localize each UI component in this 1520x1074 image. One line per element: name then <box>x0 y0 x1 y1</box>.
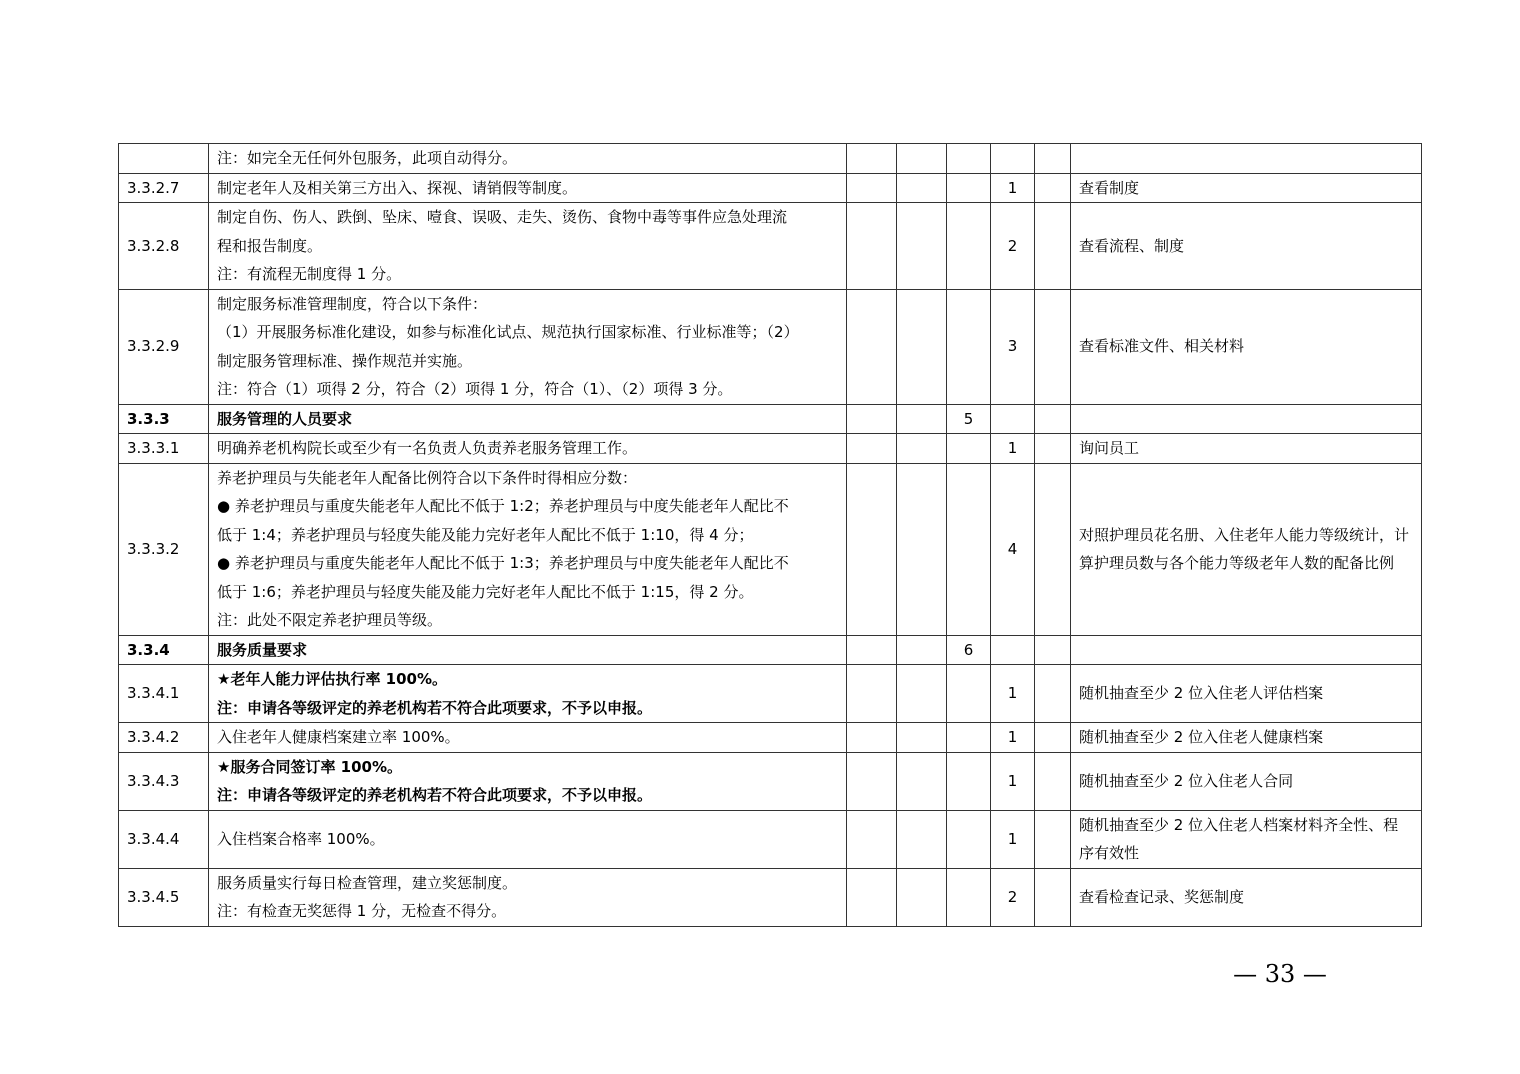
blank-cell <box>897 203 947 290</box>
page-number: — 33 — <box>1233 960 1327 988</box>
item-code: 3.3.4.5 <box>119 868 209 926</box>
item-code: 3.3.2.8 <box>119 203 209 290</box>
table-row <box>119 173 1422 203</box>
blank-cell <box>847 144 897 174</box>
content-line: 制定老年人及相关第三方出入、探视、请销假等制度。 <box>217 178 578 197</box>
standards-table <box>118 143 1422 927</box>
content-line: 低于 1:4；养老护理员与轻度失能及能力完好老年人配比不低于 1:10，得 4 分； <box>217 525 754 544</box>
blank-cell <box>847 289 897 404</box>
item-score: 2 <box>991 203 1035 290</box>
blank-cell <box>847 810 897 868</box>
table-row <box>119 868 1422 926</box>
group-score <box>947 203 991 290</box>
section-heading-row <box>119 404 1422 434</box>
section-title <box>209 404 847 434</box>
item-code: 3.3.3.1 <box>119 434 209 464</box>
blank-cell <box>897 434 947 464</box>
table-row <box>119 434 1422 464</box>
check-method: 查看标准文件、相关材料 <box>1071 289 1422 404</box>
blank-cell <box>897 723 947 753</box>
content-line: 注：符合（1）项得 2 分，符合（2）项得 1 分，符合（1）、（2）项得 3 分。 <box>217 380 733 398</box>
check-method: 查看检查记录、奖惩制度 <box>1071 868 1422 926</box>
item-code <box>119 144 209 174</box>
item-code: 3.3.2.7 <box>119 173 209 203</box>
section-title <box>209 635 847 665</box>
item-score: 3 <box>991 289 1035 404</box>
content-line: 服务质量实行每日检查管理，建立奖惩制度。 <box>217 873 518 892</box>
blank-cell <box>1035 404 1071 434</box>
item-score: 2 <box>991 868 1035 926</box>
content-line: （1）开展服务标准化建设，如参与标准化试点、规范执行国家标准、行业标准等；（2） <box>217 323 799 341</box>
section-code: 3.3.4 <box>119 635 209 665</box>
blank-cell <box>1035 665 1071 723</box>
item-score: 1 <box>991 752 1035 810</box>
table-row <box>119 289 1422 404</box>
item-code: 3.3.4.2 <box>119 723 209 753</box>
blank-cell <box>897 463 947 635</box>
blank-cell <box>1035 723 1071 753</box>
group-score <box>947 752 991 810</box>
item-score: 1 <box>991 665 1035 723</box>
group-score <box>947 810 991 868</box>
item-code: 3.3.2.9 <box>119 289 209 404</box>
table-row <box>119 752 1422 810</box>
item-score <box>991 635 1035 665</box>
item-content <box>209 665 847 723</box>
group-score: 6 <box>947 635 991 665</box>
blank-cell <box>897 810 947 868</box>
item-score <box>991 404 1035 434</box>
content-line: 注：有流程无制度得 1 分。 <box>217 265 402 283</box>
content-line: 注：此处不限定养老护理员等级。 <box>217 611 443 629</box>
check-method: 询问员工 <box>1071 434 1422 464</box>
content-line: ● 养老护理员与重度失能老年人配比不低于 1:3；养老护理员与中度失能老年人配比不 <box>217 554 789 572</box>
section-code: 3.3.3 <box>119 404 209 434</box>
blank-cell <box>847 404 897 434</box>
content-line: 注：申请各等级评定的养老机构若不符合此项要求，不予以申报。 <box>217 786 653 804</box>
group-score <box>947 868 991 926</box>
item-score <box>991 144 1035 174</box>
table-row <box>119 463 1422 635</box>
content-line: ● 养老护理员与重度失能老年人配比不低于 1:2；养老护理员与中度失能老年人配比不 <box>217 497 789 515</box>
content-line: 注：有检查无奖惩得 1 分，无检查不得分。 <box>217 902 507 920</box>
content-line: 程和报告制度。 <box>217 236 323 255</box>
content-line: 明确养老机构院长或至少有一名负责人负责养老服务管理工作。 <box>217 439 638 457</box>
item-content <box>209 289 847 404</box>
section-heading-row <box>119 635 1422 665</box>
blank-cell <box>847 868 897 926</box>
content-line: 制定服务管理标准、操作规范并实施。 <box>217 351 473 370</box>
item-content <box>209 144 847 174</box>
item-code: 3.3.4.4 <box>119 810 209 868</box>
item-content <box>209 752 847 810</box>
table-row <box>119 203 1422 290</box>
blank-cell <box>1035 173 1071 203</box>
group-score <box>947 723 991 753</box>
item-score: 1 <box>991 810 1035 868</box>
item-code: 3.3.4.3 <box>119 752 209 810</box>
content-line: 制定服务标准管理制度，符合以下条件： <box>217 294 488 313</box>
blank-cell <box>1035 289 1071 404</box>
blank-cell <box>847 434 897 464</box>
blank-cell <box>847 723 897 753</box>
blank-cell <box>1035 463 1071 635</box>
blank-cell <box>897 173 947 203</box>
item-code: 3.3.4.1 <box>119 665 209 723</box>
group-score <box>947 173 991 203</box>
item-content <box>209 203 847 290</box>
blank-cell <box>1035 434 1071 464</box>
item-score: 4 <box>991 463 1035 635</box>
content-line: 服务质量要求 <box>217 640 308 659</box>
table-row <box>119 723 1422 753</box>
content-line: 入住老年人健康档案建立率 100%。 <box>217 728 460 746</box>
content-line: 低于 1:6；养老护理员与轻度失能及能力完好老年人配比不低于 1:15，得 2 分。 <box>217 582 754 601</box>
blank-cell <box>847 203 897 290</box>
blank-cell <box>1035 144 1071 174</box>
blank-cell <box>847 173 897 203</box>
blank-cell <box>897 635 947 665</box>
blank-cell <box>897 289 947 404</box>
blank-cell <box>897 868 947 926</box>
item-content <box>209 173 847 203</box>
check-method: 查看制度 <box>1071 173 1422 203</box>
blank-cell <box>897 404 947 434</box>
item-content <box>209 723 847 753</box>
group-score <box>947 144 991 174</box>
blank-cell <box>1035 752 1071 810</box>
table-row <box>119 144 1422 174</box>
item-code: 3.3.3.2 <box>119 463 209 635</box>
check-method <box>1071 404 1422 434</box>
method-text: 随机抽查至少 2 位入住老人档案材料齐全性、程序有效性 <box>1079 815 1399 862</box>
item-content <box>209 434 847 464</box>
group-score <box>947 665 991 723</box>
check-method <box>1071 635 1422 665</box>
check-method: 查看流程、制度 <box>1071 203 1422 290</box>
blank-cell <box>1035 868 1071 926</box>
group-score: 5 <box>947 404 991 434</box>
content-line: 服务管理的人员要求 <box>217 409 353 428</box>
check-method: 随机抽查至少 2 位入住老人评估档案 <box>1071 665 1422 723</box>
content-line: 注：如完全无任何外包服务，此项自动得分。 <box>217 149 518 167</box>
blank-cell <box>847 752 897 810</box>
blank-cell <box>847 463 897 635</box>
item-content <box>209 463 847 635</box>
item-content <box>209 810 847 868</box>
content-line: 养老护理员与失能老年人配备比例符合以下条件时得相应分数： <box>217 468 638 487</box>
blank-cell <box>847 635 897 665</box>
check-method <box>1071 144 1422 174</box>
group-score <box>947 289 991 404</box>
table-row <box>119 665 1422 723</box>
check-method: 随机抽查至少 2 位入住老人合同 <box>1071 752 1422 810</box>
method-text: 对照护理员花名册、入住老年人能力等级统计，计算护理员数与各个能力等级老年人数的配备比例 <box>1079 525 1410 572</box>
content-line: ★服务合同签订率 100%。 <box>217 757 403 776</box>
table-row <box>119 810 1422 868</box>
content-line: 制定自伤、伤人、跌倒、坠床、噎食、误吸、走失、烫伤、食物中毒等事件应急处理流 <box>217 208 788 226</box>
blank-cell <box>897 144 947 174</box>
check-method: 随机抽查至少 2 位入住老人健康档案 <box>1071 723 1422 753</box>
content-line: 入住档案合格率 100%。 <box>217 829 385 848</box>
item-score: 1 <box>991 434 1035 464</box>
blank-cell <box>847 665 897 723</box>
blank-cell <box>897 665 947 723</box>
check-method <box>1071 463 1422 635</box>
blank-cell <box>1035 203 1071 290</box>
blank-cell <box>1035 810 1071 868</box>
item-score: 1 <box>991 723 1035 753</box>
blank-cell <box>1035 635 1071 665</box>
content-line: ★老年人能力评估执行率 100%。 <box>217 670 448 688</box>
table-body <box>119 144 1422 927</box>
content-line: 注：申请各等级评定的养老机构若不符合此项要求，不予以申报。 <box>217 698 653 717</box>
check-method <box>1071 810 1422 868</box>
group-score <box>947 463 991 635</box>
item-content <box>209 868 847 926</box>
group-score <box>947 434 991 464</box>
item-score: 1 <box>991 173 1035 203</box>
blank-cell <box>897 752 947 810</box>
